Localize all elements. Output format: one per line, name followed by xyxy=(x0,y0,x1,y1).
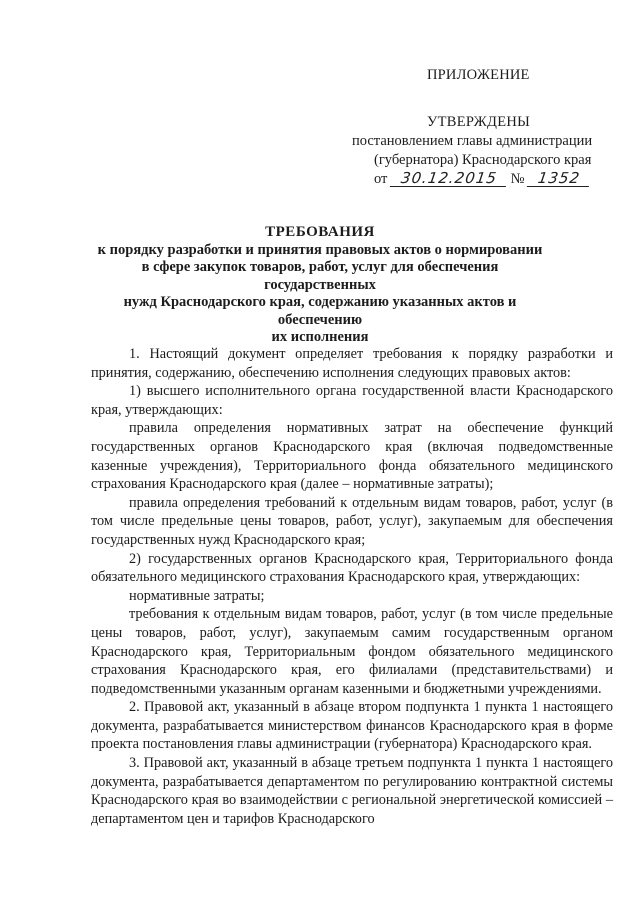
paragraph-1-1: 1) высшего исполнительного органа государственной власти Краснодарского края, утверждающих: xyxy=(91,383,613,418)
title-line-1: к порядку разработки и принятия правовых актов о нормировании xyxy=(97,241,543,258)
paragraph-1-1-a: правила определения нормативных затрат на обеспечение функций государственных органов Краснодарского края (включая подведомственные казенные учреждения), Территориального фонда обязательного медицинского страхования Краснодарского края (далее – нормативные затраты); xyxy=(91,420,613,493)
appendix-label: ПРИЛОЖЕНИЕ xyxy=(427,67,530,83)
paragraph-3: 3. Правовой акт, указанный в абзаце третьем подпункта 1 пункта 1 настоящего документа, разрабатывается департаментом по регулированию контрактной системы Краснодарского края во взаимодействии с региональной энергетической комиссией – департаментом цен и тарифов Краснодарского xyxy=(91,755,613,827)
date-number-line xyxy=(374,170,614,189)
approval-line-1: постановлением главы администрации xyxy=(352,133,593,149)
document-title xyxy=(90,224,550,347)
paragraph-2: 2. Правовой акт, указанный в абзаце втором подпункта 1 пункта 1 настоящего документа, разрабатывается министерством финансов Краснодарского края в форме проекта постановления главы администрации (губернатора) Краснодарского края. xyxy=(91,699,613,753)
title-line-3: нужд Краснодарского края, содержанию указанных актов и обеспечению xyxy=(123,294,517,328)
document-body xyxy=(91,345,613,828)
approved-label: УТВЕРЖДЕНЫ xyxy=(427,114,531,130)
title-line-4: их исполнения xyxy=(271,329,369,345)
title-line-2: в сфере закупок товаров, работ, услуг для обеспечения государственных xyxy=(141,259,499,293)
number-sign: № xyxy=(510,171,525,187)
date-prefix: от xyxy=(374,171,388,187)
paragraph-1-1-b: правила определения требований к отдельным видам товаров, работ, услуг (в том числе предельные цены товаров, работ, услуг), закупаемым для обеспечения государственных нужд Краснодарского края; xyxy=(91,494,613,548)
paragraph-1-2-a: нормативные затраты; xyxy=(129,587,265,604)
handwritten-number: 1352 xyxy=(527,170,591,187)
paragraph-1-2-b: требования к отдельным видам товаров, работ, услуг (в том числе предельные цены товаров, работ, услуг), закупаемым самим государственным органом Краснодарского края, Территориальным фондом обязательного медицинского страхования Краснодарского края, его филиалами (представительствами) и подведомственными указанным органам казенными и бюджетными учреждениями. xyxy=(91,606,613,697)
approval-stamp-block xyxy=(352,66,614,189)
paragraph-1-2: 2) государственных органов Краснодарского края, Территориального фонда обязательного медицинского страхования Краснодарского края, утверждающих: xyxy=(91,550,613,586)
handwritten-date: 30.12.2015 xyxy=(390,170,508,187)
approval-line-2: (губернатора) Краснодарского края xyxy=(374,152,592,168)
paragraph-1: 1. Настоящий документ определяет требования к порядку разработки и принятия, содержанию, обеспечению исполнения следующих правовых актов: xyxy=(91,346,613,381)
title-heading: ТРЕБОВАНИЯ xyxy=(265,224,375,240)
